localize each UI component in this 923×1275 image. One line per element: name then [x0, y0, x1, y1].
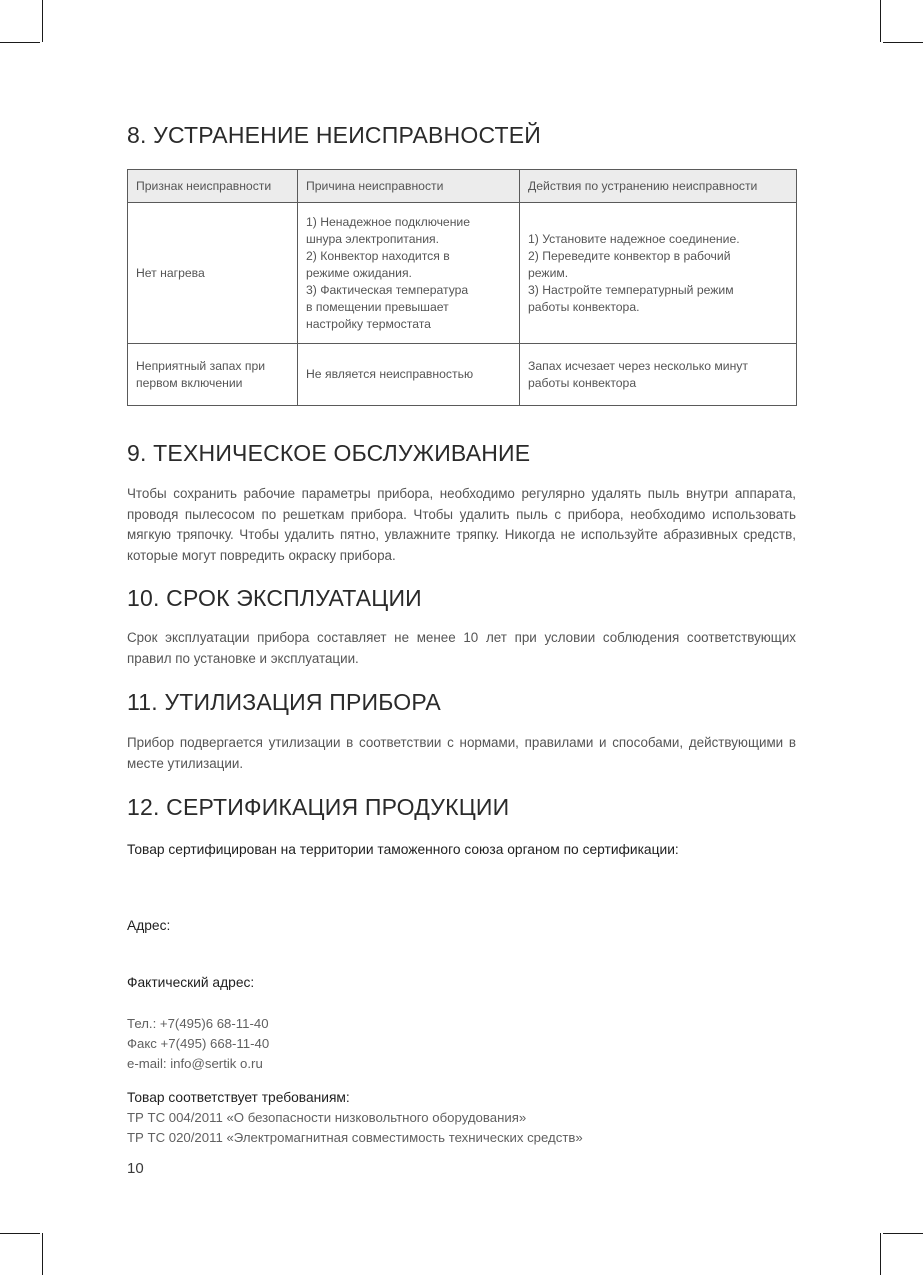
section-title-maintenance: 9. ТЕХНИЧЕСКОЕ ОБСЛУЖИВАНИЕ	[127, 440, 531, 466]
disposal-text: Прибор подвергается утилизации в соответствии с нормами, правилами и способами, действующими в месте утилизации.	[127, 735, 796, 771]
requirement-item: ТР ТС 020/2011 «Электромагнитная совместимость технических средств»	[127, 1130, 583, 1145]
phone-text: Тел.: +7(495)6 68-11-40	[127, 1016, 269, 1031]
crop-mark	[883, 1233, 923, 1234]
fax-text: Факс +7(495) 668-11-40	[127, 1036, 270, 1051]
requirement-item: ТР ТС 004/2011 «О безопасности низковольтного оборудования»	[127, 1110, 527, 1125]
cell-action: 1) Установите надежное соединение. 2) Переведите конвектор в рабочий режим. 3) Настройте температурный режим работы конвектора.	[520, 203, 797, 344]
table-row	[128, 344, 797, 406]
crop-mark	[880, 1233, 881, 1275]
actual-address-label: Фактический адрес:	[127, 975, 255, 990]
cell-symptom: Неприятный запах при первом включении	[128, 344, 298, 406]
crop-mark	[883, 42, 923, 43]
address-label: Адрес:	[127, 918, 171, 933]
section-title-certification: 12. СЕРТИФИКАЦИЯ ПРОДУКЦИИ	[127, 794, 510, 820]
cell-cause: Не является неисправностью	[298, 344, 520, 406]
column-header-symptom: Признак неисправности	[128, 170, 298, 203]
cell-action: Запах исчезает через несколько минут работы конвектора	[520, 344, 797, 406]
maintenance-text: Чтобы сохранить рабочие параметры прибора, необходимо регулярно удалять пыль внутри аппарата, проводя пылесосом по решеткам прибора. Чтобы удалить пыль с прибора, необходимо использовать мягкую тряпочку. Чтобы удалить пятно, увлажните тряпку. Никогда не используйте абразивных средств, которые могут повредить окраску прибора.	[127, 486, 796, 563]
email-text: e-mail: info@sertik o.ru	[127, 1056, 263, 1071]
cell-symptom: Нет нагрева	[128, 203, 298, 344]
section-title-troubleshooting: 8. УСТРАНЕНИЕ НЕИСПРАВНОСТЕЙ	[127, 122, 542, 148]
column-header-cause: Причина неисправности	[298, 170, 520, 203]
column-header-action: Действия по устранению неисправности	[520, 170, 797, 203]
section-title-disposal: 11. УТИЛИЗАЦИЯ ПРИБОРА	[127, 689, 441, 715]
table-row	[128, 203, 797, 344]
certified-label: Товар сертифицирован на территории таможенного союза органом по сертификации:	[127, 842, 679, 857]
crop-mark	[0, 42, 40, 43]
crop-mark	[42, 0, 43, 42]
lifetime-text: Срок эксплуатации прибора составляет не менее 10 лет при условии соблюдения соответствующих правил по установке и эксплуатации.	[127, 630, 796, 666]
section-title-lifetime: 10. СРОК ЭКСПЛУАТАЦИИ	[127, 585, 422, 611]
table-header-row	[128, 170, 797, 203]
crop-mark	[0, 1233, 40, 1234]
crop-mark	[42, 1233, 43, 1275]
crop-mark	[880, 0, 881, 42]
page-number: 10	[127, 1160, 144, 1177]
cell-cause: 1) Ненадежное подключение шнура электропитания. 2) Конвектор находится в режиме ожидания. 3) Фактическая температура в помещении превышает настройку термостата	[298, 203, 520, 344]
requirements-label: Товар соответствует требованиям:	[127, 1090, 350, 1105]
troubleshooting-table	[127, 169, 797, 406]
